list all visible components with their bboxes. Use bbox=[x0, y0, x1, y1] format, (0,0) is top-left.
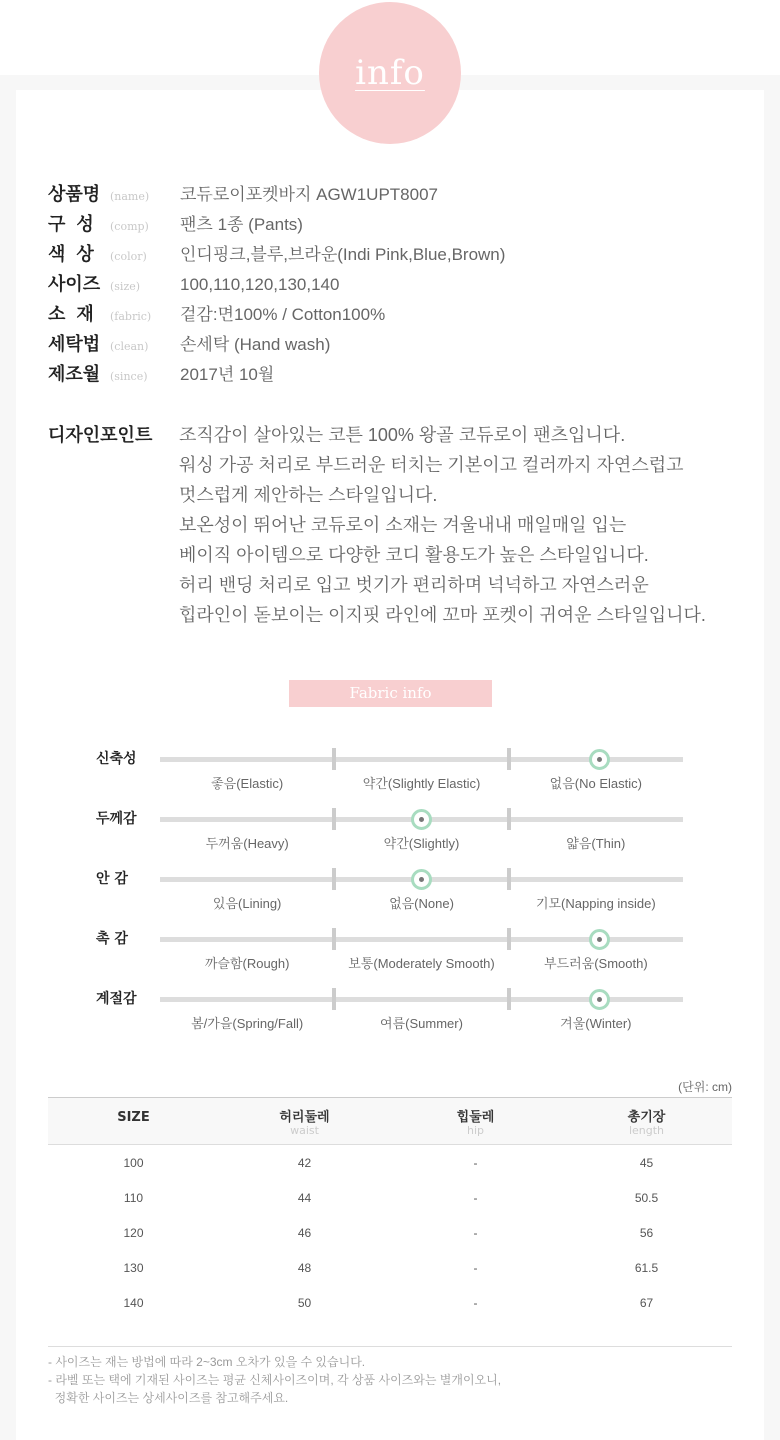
info-row-color bbox=[48, 240, 505, 266]
header-sublabel: hip bbox=[466, 1124, 484, 1137]
header-length bbox=[561, 1098, 732, 1144]
fabric-scale-option: 없음(No Elastic) bbox=[549, 776, 642, 791]
info-label: 상품명 bbox=[48, 184, 101, 205]
header-label: SIZE bbox=[117, 1110, 150, 1125]
table-row bbox=[48, 1145, 732, 1180]
info-row-fabric bbox=[48, 300, 385, 326]
table-cell: 48 bbox=[297, 1260, 312, 1275]
header-waist bbox=[219, 1098, 390, 1144]
table-row bbox=[48, 1250, 732, 1285]
table-row bbox=[48, 1180, 732, 1215]
table-cell: 100 bbox=[123, 1155, 144, 1170]
info-value: 코듀로이포켓바지 AGW1UPT8007 bbox=[180, 185, 438, 204]
info-sublabel: (fabric) bbox=[110, 310, 152, 323]
table-row bbox=[48, 1285, 732, 1320]
info-label: 색상 bbox=[48, 244, 105, 265]
info-badge-text: info bbox=[355, 53, 425, 93]
fabric-scale-option: 있음(Lining) bbox=[212, 896, 282, 911]
size-table-body bbox=[48, 1145, 732, 1320]
info-label: 세탁법 bbox=[48, 334, 101, 355]
fabric-scale-row bbox=[96, 811, 696, 877]
info-sublabel: (since) bbox=[110, 370, 148, 383]
fabric-scale-marker bbox=[589, 749, 610, 770]
table-row bbox=[48, 1215, 732, 1250]
info-row-name bbox=[48, 180, 438, 206]
fabric-scale-row bbox=[96, 871, 696, 937]
table-cell: 42 bbox=[297, 1155, 312, 1170]
table-cell: - bbox=[473, 1190, 478, 1205]
size-table-header bbox=[48, 1097, 732, 1145]
fabric-scale-marker bbox=[411, 809, 432, 830]
fabric-scale-divider bbox=[507, 868, 511, 890]
design-line: 멋스럽게 제안하는 스타일입니다. bbox=[179, 485, 438, 505]
fabric-scale-row bbox=[96, 931, 696, 997]
fabric-scale-divider bbox=[507, 928, 511, 950]
note-line: - 라벨 또는 택에 기재된 사이즈는 평균 신체사이즈이며, 각 상품 사이즈와는 별개이오니, bbox=[48, 1373, 502, 1387]
table-cell: 46 bbox=[297, 1225, 312, 1240]
header-sublabel: waist bbox=[290, 1124, 319, 1137]
info-row-size bbox=[48, 270, 339, 296]
fabric-scale-option: 까슬함(Rough) bbox=[204, 956, 290, 971]
info-label: 사이즈 bbox=[48, 274, 101, 295]
fabric-scale-name: 신축성 bbox=[96, 751, 137, 767]
fabric-scale-divider bbox=[507, 808, 511, 830]
info-row-clean bbox=[48, 330, 330, 356]
fabric-scale-option: 봄/가을(Spring/Fall) bbox=[191, 1016, 304, 1031]
size-table bbox=[48, 1097, 732, 1320]
table-cell: - bbox=[473, 1260, 478, 1275]
info-label: 구성 bbox=[48, 214, 105, 235]
info-value: 2017년 10월 bbox=[180, 365, 275, 384]
fabric-scale-divider bbox=[332, 868, 336, 890]
header-hip bbox=[390, 1098, 561, 1144]
fabric-scale-divider bbox=[332, 988, 336, 1010]
header-size bbox=[48, 1098, 219, 1144]
info-value: 인디핑크,블루,브라운(Indi Pink,Blue,Brown) bbox=[180, 245, 506, 264]
fabric-scale-option: 얇음(Thin) bbox=[566, 836, 626, 851]
fabric-scale-row bbox=[96, 991, 696, 1057]
fabric-scale-divider bbox=[332, 748, 336, 770]
design-line: 보온성이 뛰어난 코듀로이 소재는 겨울내내 매일매일 입는 bbox=[179, 515, 627, 535]
info-value: 팬츠 1종 (Pants) bbox=[180, 215, 303, 234]
fabric-scale-option: 여름(Summer) bbox=[380, 1016, 463, 1031]
table-cell: 50 bbox=[297, 1295, 312, 1310]
fabric-scale-divider bbox=[507, 748, 511, 770]
fabric-scale-option: 약간(Slightly) bbox=[383, 836, 460, 851]
size-notes bbox=[48, 1353, 501, 1407]
table-cell: - bbox=[473, 1155, 478, 1170]
header-label: 허리둘레 bbox=[279, 1110, 330, 1125]
header-label: 총기장 bbox=[627, 1110, 666, 1125]
info-label: 제조월 bbox=[48, 364, 101, 385]
fabric-scale-divider bbox=[332, 808, 336, 830]
fabric-scale-divider bbox=[332, 928, 336, 950]
table-cell: 44 bbox=[297, 1190, 312, 1205]
fabric-scale-name: 안 감 bbox=[96, 871, 128, 887]
fabric-scale-option: 좋음(Elastic) bbox=[211, 776, 284, 791]
size-table-divider bbox=[48, 1346, 732, 1347]
note-line: - 사이즈는 재는 방법에 따라 2~3cm 오차가 있을 수 있습니다. bbox=[48, 1355, 366, 1369]
info-row-since bbox=[48, 360, 274, 386]
info-sublabel: (size) bbox=[110, 280, 141, 293]
table-cell: - bbox=[473, 1225, 478, 1240]
design-line: 힙라인이 돋보이는 이지핏 라인에 꼬마 포켓이 귀여운 스타일입니다. bbox=[179, 605, 706, 625]
info-sublabel: (name) bbox=[110, 190, 150, 203]
table-cell: 56 bbox=[639, 1225, 654, 1240]
info-sublabel: (color) bbox=[110, 250, 147, 263]
fabric-scale-marker bbox=[589, 929, 610, 950]
fabric-scale-divider bbox=[507, 988, 511, 1010]
fabric-scale-option: 약간(Slightly Elastic) bbox=[362, 776, 481, 791]
design-point-text bbox=[179, 420, 706, 630]
table-cell: - bbox=[473, 1295, 478, 1310]
fabric-scale-option: 기모(Napping inside) bbox=[535, 896, 656, 911]
fabric-scale-name: 계절감 bbox=[96, 991, 137, 1007]
info-value: 100,110,120,130,140 bbox=[180, 275, 340, 294]
fabric-scale-marker bbox=[589, 989, 610, 1010]
fabric-scale-row bbox=[96, 751, 696, 817]
info-value: 손세탁 (Hand wash) bbox=[180, 335, 331, 354]
fabric-info-title: Fabric info bbox=[289, 680, 492, 707]
table-cell: 67 bbox=[639, 1295, 654, 1310]
info-value: 겉감:면100% / Cotton100% bbox=[180, 305, 386, 324]
design-line: 허리 밴딩 처리로 입고 벗기가 편리하며 넉넉하고 자연스러운 bbox=[179, 575, 649, 595]
info-badge bbox=[319, 2, 461, 144]
info-sublabel: (comp) bbox=[110, 220, 149, 233]
fabric-scale-marker bbox=[411, 869, 432, 890]
table-cell: 61.5 bbox=[634, 1260, 659, 1275]
design-line: 조직감이 살아있는 코튼 100% 왕골 코듀로이 팬츠입니다. bbox=[179, 425, 626, 445]
fabric-scale-option: 겨울(Winter) bbox=[560, 1016, 632, 1031]
table-cell: 120 bbox=[123, 1225, 144, 1240]
table-cell: 140 bbox=[123, 1295, 144, 1310]
fabric-scale-option: 부드러움(Smooth) bbox=[543, 956, 648, 971]
info-label: 소재 bbox=[48, 304, 105, 325]
fabric-scale-name: 두께감 bbox=[96, 811, 137, 827]
fabric-scale-option: 없음(None) bbox=[389, 896, 454, 911]
fabric-scale-option: 보통(Moderately Smooth) bbox=[348, 956, 495, 971]
header-label: 힙둘레 bbox=[456, 1110, 495, 1125]
design-line: 워싱 가공 처리로 부드러운 터치는 기본이고 컬러까지 자연스럽고 bbox=[179, 455, 684, 475]
info-row-comp bbox=[48, 210, 303, 236]
design-line: 베이직 아이템으로 다양한 코디 활용도가 높은 스타일입니다. bbox=[179, 545, 649, 565]
size-unit: (단위: cm) bbox=[678, 1080, 732, 1094]
table-cell: 50.5 bbox=[634, 1190, 659, 1205]
fabric-scale-option: 두꺼움(Heavy) bbox=[205, 836, 289, 851]
table-cell: 110 bbox=[123, 1190, 144, 1205]
header-sublabel: length bbox=[628, 1124, 665, 1137]
table-cell: 45 bbox=[639, 1155, 654, 1170]
fabric-scale-name: 촉 감 bbox=[96, 931, 128, 947]
design-point-label: 디자인포인트 bbox=[48, 425, 153, 446]
table-cell: 130 bbox=[123, 1260, 144, 1275]
info-sublabel: (clean) bbox=[110, 340, 149, 353]
note-line: 정확한 사이즈는 상세사이즈를 참고해주세요. bbox=[48, 1391, 289, 1405]
